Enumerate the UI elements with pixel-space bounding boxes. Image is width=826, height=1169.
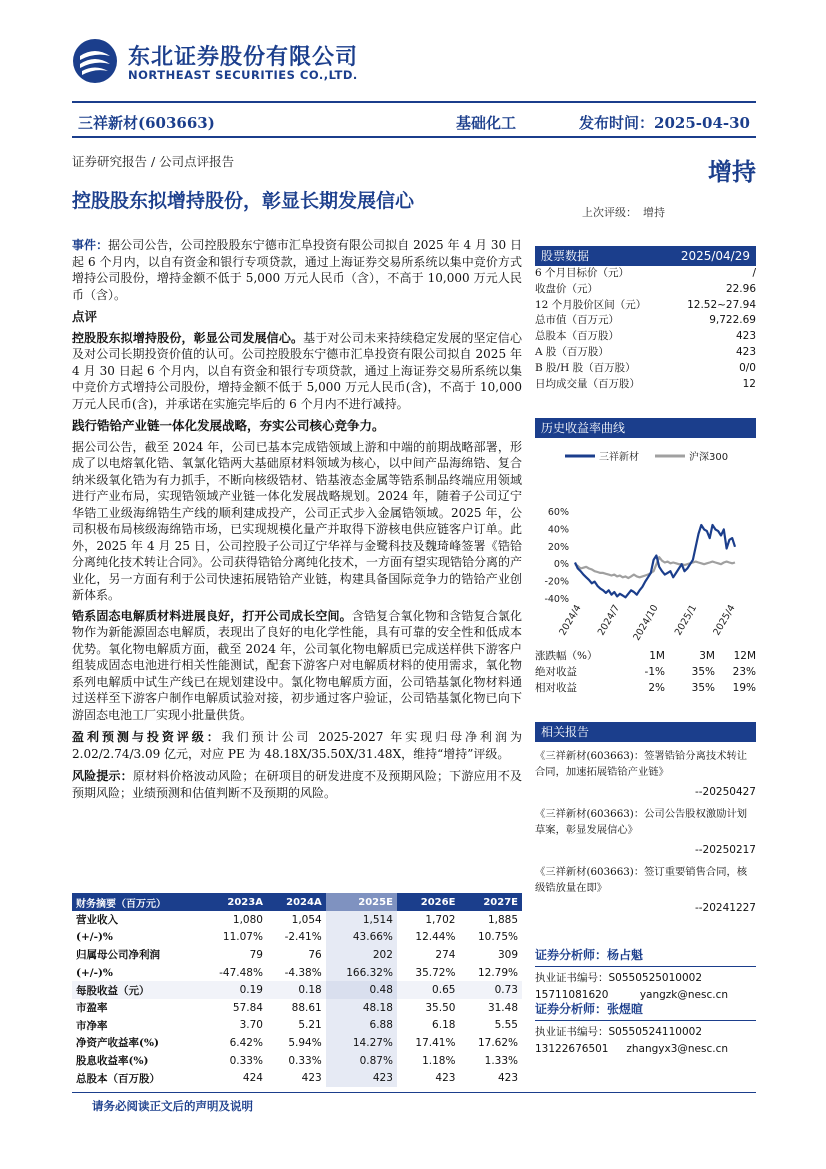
performance-header-cell: 3M	[699, 650, 715, 662]
stock-data-title: 股票数据	[541, 249, 590, 263]
series-line	[575, 557, 735, 578]
performance-row	[535, 664, 756, 680]
footer-disclaimer: 请务必阅读正文后的声明及说明	[92, 1099, 253, 1113]
footer-rule	[72, 1092, 756, 1093]
financial-cell: 57.84	[232, 1001, 263, 1014]
y-tick-label: 40%	[547, 524, 569, 536]
paragraph-4-text: 我们预计公司 2025-2027 年实现归母净利润为 2.02/2.74/3.09 亿元，对应 PE 为 48.18X/35.50X/31.48X，维持“增持”评级。	[72, 730, 522, 761]
paragraph-5-lead: 风险提示：	[72, 769, 133, 783]
related-report-item[interactable]: 《三祥新材(603663)：公司公告股权激励计划草案，彰显发展信心》	[535, 808, 748, 836]
financial-summary-table	[72, 893, 522, 1087]
financial-cell: 总股本（百万股）	[76, 1072, 160, 1085]
report-body	[72, 237, 522, 803]
performance-table	[535, 648, 756, 696]
stock-data-header	[535, 246, 756, 266]
financial-cell: 0.33%	[229, 1054, 263, 1067]
paragraph-1	[72, 330, 522, 413]
performance-header-cell: 1M	[649, 650, 665, 662]
related-report-date: --20250217	[694, 844, 756, 856]
financial-cell: 6.18	[432, 1019, 456, 1032]
financial-cell: 274	[435, 948, 456, 961]
logo-cn: 东北证券股份有限公司	[128, 45, 359, 70]
financial-cell: 79	[249, 948, 263, 961]
stock-data-label: 总股本（百万股）	[535, 330, 619, 343]
x-tick-label: 2025/1	[672, 603, 700, 638]
financial-header-cell: 2026E	[397, 893, 460, 911]
analyst-email[interactable]: zhangyx3@nesc.cn	[626, 1043, 728, 1055]
financial-header-cell: 2025E	[326, 893, 397, 911]
x-tick-label: 2025/4	[711, 603, 738, 638]
financial-cell: 市盈率	[76, 1002, 108, 1015]
stock-data-value: 22.96	[725, 282, 756, 295]
y-tick-label: -20%	[544, 576, 569, 588]
financial-cell: 0.73	[459, 981, 522, 999]
legend-label: 三祥新材	[599, 452, 639, 463]
event-label: 事件：	[72, 238, 109, 252]
stock-data-label: 总市值（百万元）	[535, 314, 619, 327]
stock-data-value: /	[752, 267, 756, 279]
financial-cell: 1,514	[326, 911, 397, 929]
stock-data-value: 9,722.69	[709, 314, 756, 327]
financial-cell: 10.75%	[477, 931, 518, 944]
stock-data-value: 423	[735, 345, 756, 358]
banner-date: 发布时间：2025-04-30	[579, 114, 750, 132]
stock-data-row	[535, 313, 756, 329]
financial-cell: 5.21	[298, 1019, 322, 1032]
financial-cell: 423	[435, 1072, 456, 1085]
stock-data-row	[535, 361, 756, 377]
analyst-card	[535, 946, 756, 1004]
stock-data-label: 收盘价（元）	[535, 282, 598, 295]
banner-rule	[72, 101, 756, 103]
financial-cell: 423	[497, 1072, 518, 1085]
financial-cell: -4.38%	[284, 966, 322, 979]
company-logo	[72, 38, 372, 88]
performance-cell: 23%	[732, 666, 756, 678]
previous-rating-value: 增持	[643, 206, 665, 219]
financial-cell: 0.87%	[326, 1052, 397, 1070]
stock-data-row	[535, 329, 756, 345]
financial-cell: 每股收益（元）	[72, 981, 200, 999]
financial-row	[72, 946, 522, 964]
financial-row	[72, 964, 522, 982]
financial-cell: 归属母公司净利润	[76, 949, 160, 962]
performance-cell: 35%	[691, 666, 715, 678]
financial-cell: 净资产收益率(%)	[76, 1037, 159, 1050]
stock-data-label: 6 个月目标价（元）	[535, 267, 630, 279]
performance-cell: -1%	[644, 666, 665, 678]
financial-cell: 股息收益率(%)	[76, 1055, 149, 1068]
financial-cell: 35.72%	[415, 966, 456, 979]
stock-data-panel	[535, 246, 756, 392]
financial-row	[72, 999, 522, 1017]
financial-cell: 5.55	[494, 1019, 518, 1032]
analyst-email[interactable]: yangzk@nesc.cn	[639, 989, 728, 1001]
related-report-date: --20250427	[694, 786, 756, 798]
paragraph-4	[72, 729, 522, 762]
related-reports	[535, 722, 756, 916]
financial-cell: 6.88	[326, 1017, 397, 1035]
stock-data-row	[535, 377, 756, 393]
previous-rating	[560, 204, 756, 220]
financial-cell: 14.27%	[326, 1034, 397, 1052]
analyst-cert-label: 执业证书编号：	[535, 972, 609, 984]
financial-cell: 营业收入	[76, 914, 118, 927]
financial-header-cell: 2027E	[459, 893, 522, 911]
financial-row	[72, 1069, 522, 1087]
banner-stock: 三祥新材(603663)	[78, 114, 215, 132]
page-title: 控股股东拟增持股份，彰显长期发展信心	[72, 190, 415, 212]
financial-cell: 0.48	[326, 981, 397, 999]
analyst-phone: 13122676501	[535, 1043, 609, 1055]
financial-header-row	[72, 893, 522, 911]
legend-label: 沪深300	[689, 452, 729, 463]
analyst-phone: 15711081620	[535, 989, 609, 1001]
stock-data-row	[535, 282, 756, 298]
comment-heading: 点评	[72, 309, 98, 324]
paragraph-5-text: 原材料价格波动风险；在研项目的研发进度不及预期风险；下游应用不及预期风险；业绩预测和估值判断不及预期的风险。	[72, 769, 522, 800]
analyst-cert-value: S0550524110002	[608, 1026, 703, 1038]
analyst-cert-label: 执业证书编号：	[535, 1026, 609, 1038]
financial-row	[72, 981, 522, 999]
stock-data-date: 2025/04/29	[680, 249, 750, 263]
performance-header-cell: 12M	[733, 650, 756, 662]
financial-row	[72, 1017, 522, 1035]
stock-data-label: A 股（百万股）	[535, 345, 609, 358]
financial-cell: 1,080	[232, 913, 263, 926]
performance-cell: 35%	[691, 682, 715, 694]
financial-header-cell: 2023A	[200, 893, 267, 911]
financial-cell: 12.44%	[415, 931, 456, 944]
financial-cell: 1,054	[291, 913, 322, 926]
financial-cell: 166.32%	[326, 964, 397, 982]
related-items	[535, 748, 756, 916]
financial-header-cell: 2024A	[267, 893, 326, 911]
stock-data-label: B 股/H 股（百万股）	[535, 361, 636, 374]
y-tick-label: 20%	[547, 541, 569, 553]
financial-cell: 1,885	[487, 913, 518, 926]
financial-row	[72, 1052, 522, 1070]
previous-rating-label: 上次评级：	[582, 206, 637, 219]
related-report-item[interactable]: 《三祥新材(603663)：签署锆铪分离技术转让合同，加速拓展锆铪产业链》	[535, 750, 748, 778]
financial-cell: 5.94%	[288, 1036, 322, 1049]
financial-cell: 35.50	[425, 1001, 456, 1014]
stock-data-value: 12.52~27.94	[687, 298, 756, 311]
stock-data-label: 日均成交量（百万股）	[535, 377, 640, 390]
financial-cell: 1.18%	[422, 1054, 456, 1067]
analyst-contact	[535, 1041, 756, 1058]
analyst-cert	[535, 970, 756, 987]
analyst-name: 证券分析师：张煜暄	[535, 1000, 756, 1021]
financial-cell: 6.42%	[229, 1036, 263, 1049]
stock-data-row	[535, 345, 756, 361]
paragraph-1-text: 基于对公司未来持续稳定发展的坚定信心及对公司长期投资价值的认可。公司控股股东宁德市汇阜投资有限公司拟自 2025 年 4 月 30 日起 6 个月内，以自有资金和银行专项贷款，通过上海证券交易所系统以集中竞价方式增持公司股份，增持金额不低于 5,000 万元人民币(含)，不高于 10,000 万元人民币(含)，并承诺在实施完毕后的 6 个月内不进行减持。	[72, 330, 522, 411]
performance-cell: 19%	[732, 682, 756, 694]
financial-cell: 309	[497, 948, 518, 961]
financial-cell: 0.65	[397, 981, 460, 999]
performance-cell: 2%	[648, 682, 665, 694]
financial-cell: 0.19	[200, 981, 267, 999]
x-tick-label: 2024/10	[631, 603, 661, 643]
performance-row	[535, 680, 756, 696]
stock-data-row	[535, 298, 756, 314]
financial-cell: 423	[301, 1072, 322, 1085]
performance-cell: 相对收益	[535, 682, 577, 694]
paragraph-2: 据公司公告，截至 2024 年，公司已基本完成锆领域上游和中端的前期战略部署，形成了以电熔氧化锆、氧氯化锆两大基础原材料领域为核心，以中间产品海绵锆、复合纳米级氧化锆为有力抓手，不断向核级锆材、锆基液态金属等锆系制品终端应用领域进行产业布局，实现锆领域产业链一体化发展战略规划。2024 年，随着子公司辽宁华锆工业级海绵锆生产线的顺利建成投产，公司正式步入金属锆领域。2025 年，公司积极布局核级海绵锆市场，已实现规模化量产并取得下游核电供应链客户订单。此外，2025 年 4 月 25 日，公司控股子公司辽宁华祥与金鹭科技及魏琦峰签署《锆铪分离纯化技术转让合同》。公司获得锆铪分离纯化技术，一方面有望实现锆铪分离的产业化，另一方面有利于公司快速拓展锆铪产业链，构建具备国际竞争力的锆铪产业创新体系。	[72, 439, 523, 602]
financial-cell: 0.33%	[288, 1054, 322, 1067]
report-banner	[72, 104, 756, 138]
financial-cell: 43.66%	[326, 929, 397, 947]
performance-header-row	[535, 648, 756, 664]
return-chart	[535, 444, 756, 644]
financial-cell: 3.70	[239, 1019, 263, 1032]
logo-en: NORTHEAST SECURITIES CO.,LTD.	[128, 68, 358, 82]
logo-icon	[72, 38, 118, 84]
financial-cell: 17.41%	[415, 1036, 456, 1049]
financial-body	[72, 911, 522, 1087]
performance-header-cell: 涨跌幅（%）	[535, 650, 598, 662]
financial-cell: 0.18	[267, 981, 326, 999]
stock-data-value: 12	[742, 377, 756, 390]
financial-cell: (+/-)%	[76, 966, 113, 979]
stock-data-value: 423	[735, 330, 756, 343]
financial-cell: 1.33%	[484, 1054, 518, 1067]
financial-cell: 17.62%	[477, 1036, 518, 1049]
paragraph-1-lead: 控股股东拟增持股份，彰显公司发展信心。	[72, 330, 304, 345]
y-tick-label: -40%	[544, 594, 569, 605]
stock-data-row	[535, 266, 756, 282]
financial-cell: 31.48	[487, 1001, 518, 1014]
stock-data-value: 0/0	[739, 361, 756, 374]
x-tick-label: 2024/7	[595, 603, 623, 638]
financial-header-cell: 财务摘要（百万元）	[72, 893, 200, 911]
financial-cell: 88.61	[291, 1001, 322, 1014]
x-tick-label: 2024/4	[557, 603, 584, 638]
stock-data-rows	[535, 266, 756, 392]
return-chart-panel	[535, 418, 756, 643]
performance-cell: 绝对收益	[535, 666, 577, 678]
paragraph-5	[72, 768, 522, 801]
analyst-cert	[535, 1024, 756, 1041]
stock-data-label: 12 个月股价区间（元）	[535, 298, 647, 311]
financial-cell: 424	[242, 1072, 263, 1085]
related-title: 相关报告	[535, 722, 756, 742]
financial-row	[72, 929, 522, 947]
financial-cell: 202	[326, 946, 397, 964]
y-tick-label: 0%	[553, 559, 569, 571]
event-text: 据公司公告，公司控股股东宁德市汇阜投资有限公司拟自 2025 年 4 月 30 日起 6 个月内，以自有资金和银行专项贷款，通过上海证券交易所系统以集中竞价方式增持公司股份，增持金额不低于 5,000 万元人民币（含），不高于 10,000 万元人民币（含）。	[72, 238, 522, 302]
financial-cell: 市净率	[76, 1019, 108, 1032]
analyst-cert-value: S0550525010002	[608, 972, 703, 984]
paragraph-3-lead: 锆系固态电解质材料进展良好，打开公司成长空间。	[72, 608, 352, 623]
rating: 增持	[708, 158, 756, 186]
banner-industry: 基础化工	[456, 114, 517, 132]
financial-row	[72, 911, 522, 929]
financial-row	[72, 1034, 522, 1052]
financial-cell: (+/-)%	[76, 931, 113, 944]
financial-cell: 76	[308, 948, 322, 961]
paragraph-2-heading: 践行锆铪产业链一体化发展战略，夯实公司核心竞争力。	[72, 418, 385, 433]
y-tick-label: 60%	[547, 507, 569, 518]
breadcrumb: 证券研究报告 / 公司点评报告	[72, 154, 235, 169]
event-paragraph	[72, 237, 522, 303]
financial-cell: 11.07%	[222, 931, 263, 944]
financial-cell: -47.48%	[219, 966, 263, 979]
financial-cell: 12.79%	[477, 966, 518, 979]
financial-cell: 48.18	[326, 999, 397, 1017]
analyst-card	[535, 1000, 756, 1058]
related-report-date: --20241227	[694, 902, 756, 914]
financial-cell: 423	[326, 1069, 397, 1087]
financial-cell: -2.41%	[284, 931, 322, 944]
analyst-name: 证券分析师：杨占魁	[535, 946, 756, 967]
related-report-item[interactable]: 《三祥新材(603663)：签订重要销售合同，核级锆放量在即》	[535, 866, 748, 894]
paragraph-4-lead: 盈利预测与投资评级：	[72, 730, 222, 744]
chart-section-title: 历史收益率曲线	[535, 418, 756, 438]
paragraph-3-text: 含锆复合氧化物和含锆复合氯化物作为新能源固态电解质，表现出了良好的电化学性能，具有可靠的安全性和低成本优势。氧化物电解质方面，截至 2024 年，公司氧化物电解质已完成送样供下游客户组装成固态电池进行相关性能测试，配套下游客户对电解质材料的使用需求，氧化物系列电解质中试生产线已在规划建设中。氯化物电解质方面，公司锆基氯化物材料通过送样至下游客户制作电解质试验对接，初步通过客户验证，公司锆基氯化物已向下游固态电池工厂实现小批量供货。	[72, 608, 522, 722]
financial-cell: 1,702	[425, 913, 456, 926]
paragraph-3	[72, 608, 522, 724]
